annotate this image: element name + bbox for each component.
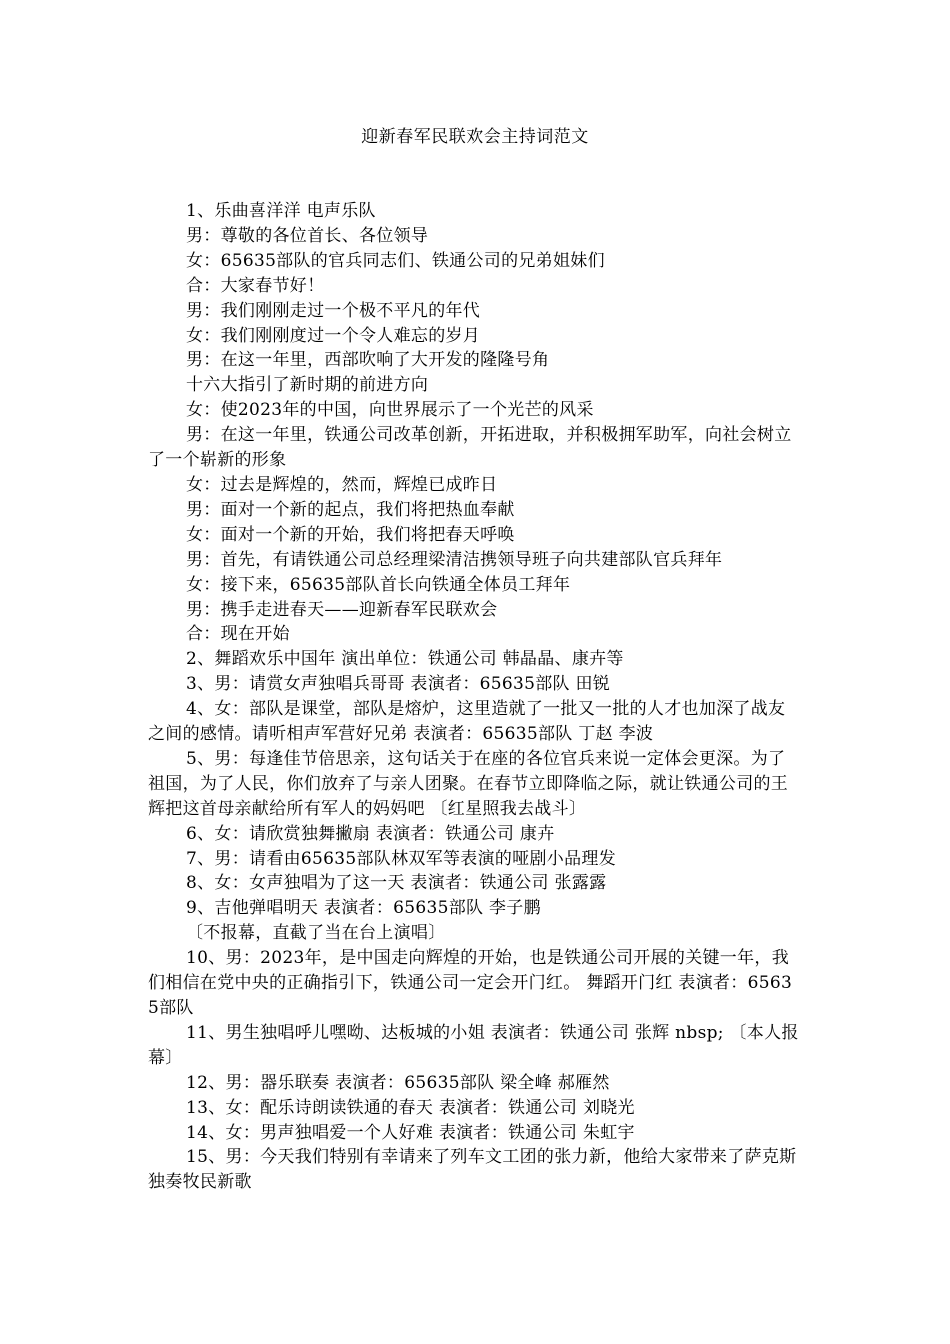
paragraph: 男：我们刚刚走过一个极不平凡的年代 bbox=[186, 300, 481, 321]
paragraph: 男：面对一个新的起点，我们将把热血奉献 bbox=[186, 499, 515, 520]
paragraph: 女：65635部队的官兵同志们、铁通公司的兄弟姐妹们 bbox=[186, 250, 605, 271]
paragraph: 男：首先，有请铁通公司总经理梁清洁携领导班子向共建部队官兵拜年 bbox=[186, 549, 723, 570]
paragraph: 3、男：请赏女声独唱兵哥哥 表演者：65635部队 田锐 bbox=[186, 674, 611, 695]
paragraph: 十六大指引了新时期的前进方向 bbox=[186, 375, 429, 396]
paragraph: 女：使2023年的中国，向世界展示了一个光芒的风采 bbox=[186, 400, 594, 421]
paragraph: 女：面对一个新的开始，我们将把春天呼唤 bbox=[186, 524, 515, 545]
paragraph: 14、女：男声独唱爱一个人好难 表演者：铁通公司 朱虹宇 bbox=[186, 1122, 635, 1143]
paragraph: 合：现在开始 bbox=[186, 624, 290, 645]
paragraph: 1、乐曲喜洋洋 电声乐队 bbox=[186, 201, 376, 221]
paragraph: 13、女：配乐诗朗读铁通的春天 表演者：铁通公司 刘晓光 bbox=[186, 1097, 635, 1118]
paragraph: 2、舞蹈欢乐中国年 演出单位：铁通公司 韩晶晶、康卉等 bbox=[186, 649, 624, 670]
paragraph: 11、男生独唱呼儿嘿呦、达板城的小姐 表演者：铁通公司 张辉 nbsp; 〔本人报幕〕 bbox=[148, 1022, 799, 1068]
paragraph: 7、男：请看由65635部队林双军等表演的哑剧小品理发 bbox=[186, 848, 616, 869]
paragraph: 合：大家春节好！ bbox=[186, 275, 325, 296]
paragraph: 6、女：请欣赏独舞撇扇 表演者：铁通公司 康卉 bbox=[186, 823, 555, 844]
paragraph: 15、男：今天我们特别有幸请来了列车文工团的张力新，他给大家带来了萨克斯独奏牧民新歌 bbox=[148, 1147, 797, 1193]
paragraph: 女：接下来，65635部队首长向铁通全体员工拜年 bbox=[186, 574, 571, 595]
paragraph: 8、女：女声独唱为了这一天 表演者：铁通公司 张露露 bbox=[186, 873, 607, 894]
document-title: 迎新春军民联欢会主持词范文 bbox=[361, 127, 589, 147]
paragraph: 女：我们刚刚度过一个令人难忘的岁月 bbox=[186, 325, 481, 346]
paragraph: 〔不报幕，直截了当在台上演唱〕 bbox=[186, 923, 446, 944]
document-body bbox=[148, 199, 802, 1195]
paragraph: 12、男：器乐联奏 表演者：65635部队 梁全峰 郝雁然 bbox=[186, 1072, 610, 1093]
paragraph: 5、男：每逢佳节倍思亲，这句话关于在座的各位官兵来说一定体会更深。为了祖国，为了人民，你们放弃了与亲人团聚。在春节立即降临之际，就让铁通公司的王辉把这首母亲献给所有军人的妈妈吧 〔红星照我去战斗〕 bbox=[148, 748, 789, 819]
paragraph: 4、女：部队是课堂，部队是熔炉，这里造就了一批又一批的人才也加深了战友之间的感情。请听相声军营好兄弟 表演者：65635部队 丁赵 李波 bbox=[148, 699, 786, 745]
paragraph: 男：尊敬的各位首长、各位领导 bbox=[186, 225, 429, 246]
paragraph: 男：携手走进春天——迎新春军民联欢会 bbox=[186, 599, 498, 620]
paragraph: 男：在这一年里，西部吹响了大开发的隆隆号角 bbox=[186, 350, 550, 371]
paragraph: 女：过去是辉煌的，然而，辉煌已成昨日 bbox=[186, 474, 498, 495]
paragraph: 10、男：2023年，是中国走向辉煌的开始，也是铁通公司开展的关键一年，我们相信在党中央的正确指引下，铁通公司一定会开门红。 舞蹈开门红 表演者：65635部队 bbox=[148, 948, 793, 1018]
paragraph: 9、吉他弹唱明天 表演者：65635部队 李子鹏 bbox=[186, 898, 541, 919]
paragraph: 男：在这一年里，铁通公司改革创新，开拓进取，并积极拥军助军，向社会树立了一个崭新的形象 bbox=[148, 425, 792, 471]
